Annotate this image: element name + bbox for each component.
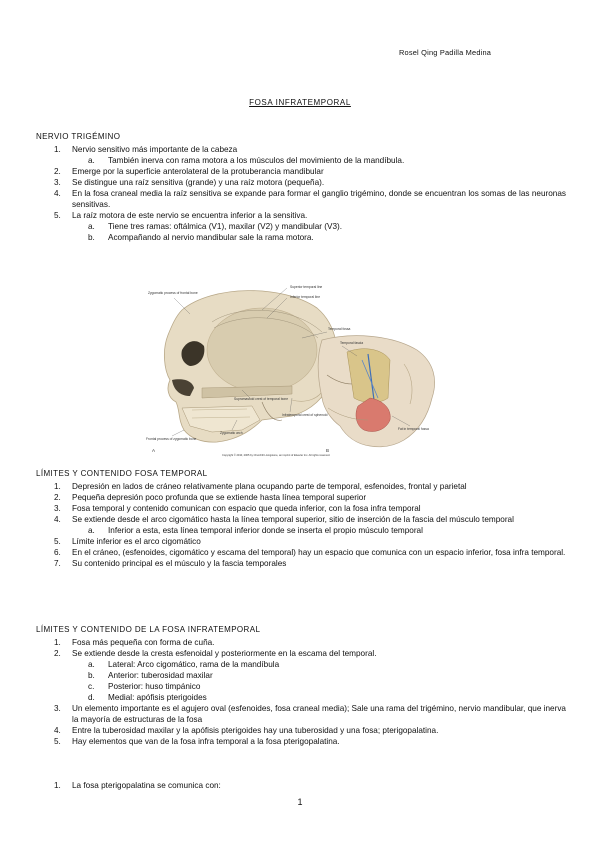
label-fat-temporal: Fat in temporal fossa: [398, 427, 429, 431]
sub-list-item: [36, 525, 566, 536]
sub-list-item-text: Medial: apófisis pterigoides: [108, 693, 207, 703]
list-item: [36, 177, 566, 188]
sub-list-item: [36, 692, 566, 703]
list-item-number: 5.: [54, 737, 61, 747]
label-superior-temporal-line: Superior temporal line: [290, 285, 323, 289]
list-item-number: 3.: [54, 177, 61, 187]
section-limites-fosa-infratemporal: [36, 625, 566, 747]
sub-list-item-text: Inferior a esta, esta línea temporal inferior donde se inserta el propio músculo temporal: [108, 526, 423, 536]
list-item-number: 1.: [54, 781, 61, 790]
list-item-number: 1.: [54, 481, 61, 491]
list-item-number: 2.: [54, 166, 61, 176]
list-item: [36, 648, 566, 659]
list-item-number: 5.: [54, 537, 61, 547]
list-item-text: En el cráneo, (esfenoides, cigomático y escama del temporal) hay un espacio que comunica con un espacio inferior, fosa infra temporal.: [72, 548, 566, 558]
list-item-text: Fosa temporal y contenido comunican con espacio que queda inferior, con la fosa infra temporal: [72, 503, 421, 513]
list-item-text: Emerge por la superficie anterolateral de la protuberancia mandibular: [72, 166, 324, 176]
section-heading: NERVIO TRIGÉMINO: [36, 132, 121, 141]
section-fosa-pterigopalatina: [36, 780, 566, 791]
sub-list-item-text: Tiene tres ramas: oftálmica (V1), maxilar (V2) y mandibular (V3).: [108, 222, 343, 232]
list-item-number: 4.: [54, 189, 61, 199]
list-item-number: 4.: [54, 514, 61, 524]
section-limites-fosa-temporal: [36, 469, 566, 569]
sub-list-item-letter: a.: [88, 526, 95, 536]
sub-list-item-letter: b.: [88, 233, 95, 243]
document-title: [0, 98, 600, 109]
numbered-list: [36, 144, 566, 244]
sub-list-item-text: Acompañando al nervio mandibular sale la rama motora.: [108, 233, 314, 243]
list-item-text: Un elemento importante es el agujero oval (esfenoides, fosa craneal media); Sale una rama del trigémino, nervio mandibular, que inerva la mayoría de estructuras de la fosa: [72, 704, 566, 725]
sub-list-item-letter: c.: [88, 682, 95, 692]
list-item-text: Se distingue una raíz sensitiva (grande) y una raíz motora (pequeña).: [72, 177, 325, 187]
sub-list-item: [36, 670, 566, 681]
list-item: [36, 166, 566, 177]
list-item-number: 2.: [54, 648, 61, 658]
sub-list-item-text: Lateral: Arco cigomático, rama de la mandíbula: [108, 659, 280, 669]
list-item-number: 1.: [54, 144, 61, 154]
list-item-text: Se extiende desde la cresta esfenoidal y posteriormente en la escama del temporal.: [72, 648, 377, 658]
list-item-number: 3.: [54, 503, 61, 513]
sub-list-item-letter: a.: [88, 222, 95, 232]
sub-list-item: [36, 232, 566, 243]
sub-list-item-text: También inerva con rama motora a los músculos del movimiento de la mandíbula.: [108, 155, 405, 165]
list-item-number: 4.: [54, 726, 61, 736]
label-inferior-temporal-line: Inferior temporal line: [290, 295, 321, 299]
list-item-number: 6.: [54, 548, 61, 558]
label-supramastoid: Supramastoid crest of temporal bone: [234, 397, 289, 401]
list-item-text: Fosa más pequeña con forma de cuña.: [72, 637, 215, 647]
sub-list-item: [36, 681, 566, 692]
list-item: [36, 492, 566, 503]
list-item-number: 1.: [54, 637, 61, 647]
list-item: [36, 188, 566, 210]
list-item: [36, 144, 566, 155]
list-item: [36, 637, 566, 648]
label-temporal-fascia: Temporal fascia: [340, 341, 364, 345]
numbered-list: [36, 481, 566, 570]
figure-copyright: Copyright © 2010, 2005 by Churchill Livingstone, an imprint of Elsevier Inc. All rights reserved.: [222, 454, 331, 457]
list-item-number: 2.: [54, 492, 61, 502]
sub-list-item-text: Posterior: huso timpánico: [108, 682, 201, 692]
section-nervio-trigemino: [36, 132, 566, 243]
sub-list-item: [36, 659, 566, 670]
list-item-number: 5.: [54, 211, 61, 221]
list-item: [36, 536, 566, 547]
document-title-text: FOSA INFRATEMPORAL: [249, 98, 351, 107]
list-item-text: Se extiende desde el arco cigomático hasta la línea temporal superior, sitio de inserción de la fascia del músculo temporal: [72, 514, 514, 524]
list-item: [36, 503, 566, 514]
label-panel-a: A: [152, 448, 156, 453]
list-item-text: La fosa pterigopalatina se comunica con:: [72, 781, 221, 790]
label-panel-b: B: [326, 448, 330, 453]
list-item: [36, 780, 566, 791]
list-item: [36, 558, 566, 569]
label-frontal-process: Frontal process of zygomatic bone: [146, 437, 197, 441]
label-zygomatic-process: Zygomatic process of frontal bone: [148, 291, 198, 295]
sub-list-item-letter: b.: [88, 670, 95, 680]
label-infratemporal-crest: Infratemporal crest of sphenoid: [282, 413, 328, 417]
list-item-text: Pequeña depresión poco profunda que se extiende hasta línea temporal superior: [72, 492, 367, 502]
list-item: [36, 703, 566, 725]
list-item-number: 3.: [54, 704, 61, 714]
author-name: Rosel Qing Padilla Medina: [399, 48, 492, 57]
list-item: [36, 547, 566, 558]
section-heading: LÍMITES Y CONTENIDO DE LA FOSA INFRATEMPORAL: [36, 625, 261, 634]
sub-list-item-letter: d.: [88, 693, 95, 703]
numbered-list: [36, 637, 566, 748]
label-temporal-fossa: Temporal fossa: [328, 327, 351, 331]
list-item-text: Entre la tuberosidad maxilar y la apófisis pterigoides hay una tuberosidad y una fosa; pterigopalatina.: [72, 726, 439, 736]
list-item: [36, 725, 566, 736]
sub-list-item-letter: a.: [88, 155, 95, 165]
skull-figure: [142, 280, 442, 458]
list-item-number: 7.: [54, 559, 61, 569]
sub-list-item: [36, 155, 566, 166]
list-item: [36, 736, 566, 747]
sub-list-item-text: Anterior: tuberosidad maxilar: [108, 670, 213, 680]
list-item-text: La raíz motora de este nervio se encuentra inferior a la sensitiva.: [72, 211, 308, 221]
list-item-text: Límite inferior es el arco cigomático: [72, 537, 201, 547]
list-item-text: En la fosa craneal media la raíz sensitiva se expande para formar el ganglio trigémino, donde se encuentran los somas de las neuronas sensitivas.: [72, 189, 566, 210]
list-item-text: Depresión en lados de cráneo relativamente plana ocupando parte de temporal, esfenoides, frontal y parietal: [72, 481, 467, 491]
list-item: [36, 514, 566, 525]
sub-list-item-letter: a.: [88, 659, 95, 669]
label-zygomatic-arch: Zygomatic arch: [220, 431, 243, 435]
numbered-list: [36, 780, 566, 791]
list-item: [36, 481, 566, 492]
sub-list-item: [36, 221, 566, 232]
section-heading: LÍMITES Y CONTENIDO FOSA TEMPORAL: [36, 469, 208, 478]
list-item: [36, 210, 566, 221]
page-number: 1: [297, 797, 303, 807]
list-item-text: Hay elementos que van de la fosa infra temporal a la fosa pterigopalatina.: [72, 737, 340, 747]
list-item-text: Su contenido principal es el músculo y la fascia temporales: [72, 559, 287, 569]
list-item-text: Nervio sensitivo más importante de la cabeza: [72, 144, 238, 154]
